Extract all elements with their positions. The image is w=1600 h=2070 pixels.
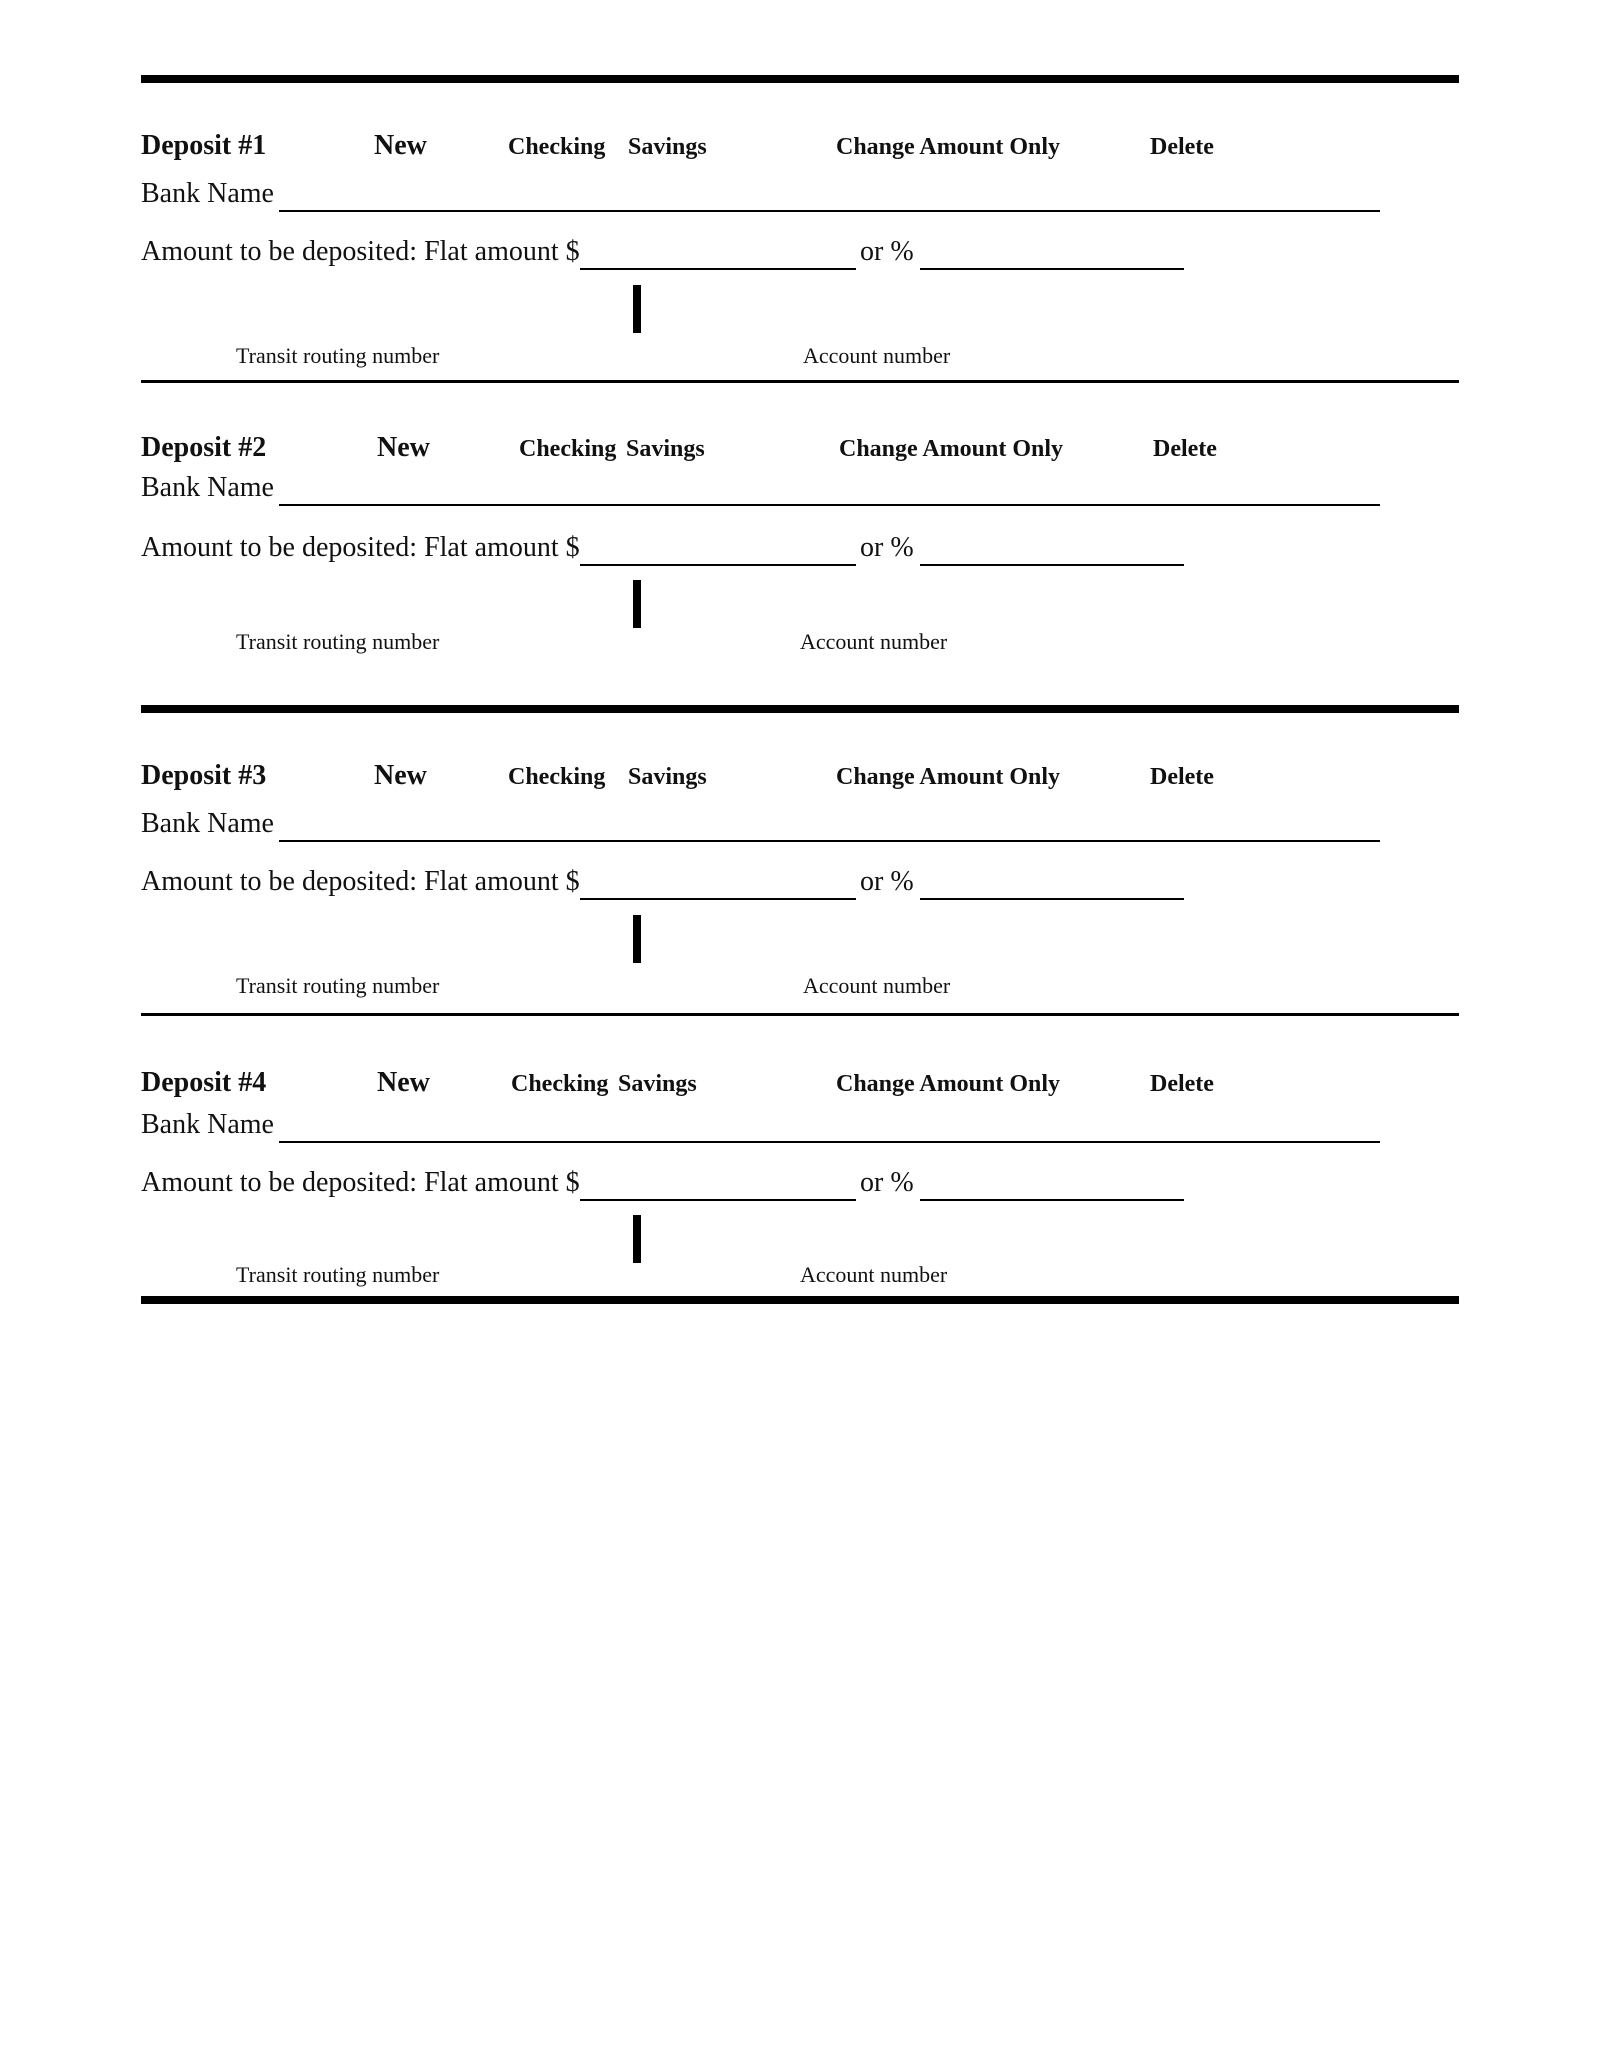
deposit-section-2 — [0, 432, 1600, 692]
percent-field[interactable] — [920, 268, 1184, 270]
deposit-title: Deposit #2 — [141, 432, 267, 463]
change-amount-only-option[interactable]: Change Amount Only — [836, 764, 1061, 790]
bank-name-label: Bank Name — [141, 472, 274, 503]
routing-account-separator — [633, 285, 641, 333]
routing-account-separator — [633, 915, 641, 963]
new-option[interactable]: New — [377, 432, 430, 463]
flat-amount-field[interactable] — [580, 898, 856, 900]
bank-name-label: Bank Name — [141, 1109, 274, 1140]
checking-option[interactable]: Checking — [519, 436, 617, 462]
bank-name-field[interactable] — [279, 210, 1380, 212]
deposit-section-4 — [0, 1067, 1600, 1327]
savings-option[interactable]: Savings — [626, 436, 705, 462]
flat-amount-field[interactable] — [580, 1199, 856, 1201]
percent-field[interactable] — [920, 898, 1184, 900]
percent-field[interactable] — [920, 1199, 1184, 1201]
delete-option[interactable]: Delete — [1150, 1071, 1214, 1097]
routing-number-label: Transit routing number — [236, 1262, 440, 1287]
account-number-label: Account number — [800, 629, 948, 654]
percent-label: or % — [860, 866, 914, 897]
top-rule — [141, 75, 1459, 83]
deposit-section-3 — [0, 760, 1600, 1020]
amount-label: Amount to be deposited: Flat amount $ — [141, 866, 580, 897]
new-option[interactable]: New — [377, 1067, 430, 1098]
savings-option[interactable]: Savings — [628, 134, 707, 160]
flat-amount-field[interactable] — [580, 564, 856, 566]
bank-name-field[interactable] — [279, 840, 1380, 842]
deposit-section-1 — [0, 130, 1600, 390]
deposit-title: Deposit #3 — [141, 760, 267, 791]
delete-option[interactable]: Delete — [1153, 436, 1217, 462]
percent-label: or % — [860, 532, 914, 563]
percent-field[interactable] — [920, 564, 1184, 566]
checking-option[interactable]: Checking — [508, 764, 606, 790]
bank-name-label: Bank Name — [141, 808, 274, 839]
savings-option[interactable]: Savings — [628, 764, 707, 790]
bank-name-field[interactable] — [279, 1141, 1380, 1143]
new-option[interactable]: New — [374, 130, 427, 161]
routing-number-label: Transit routing number — [236, 973, 440, 998]
delete-option[interactable]: Delete — [1150, 764, 1214, 790]
account-number-label: Account number — [800, 1262, 948, 1287]
percent-label: or % — [860, 1167, 914, 1198]
amount-label: Amount to be deposited: Flat amount $ — [141, 236, 580, 267]
amount-label: Amount to be deposited: Flat amount $ — [141, 532, 580, 563]
flat-amount-field[interactable] — [580, 268, 856, 270]
deposit-title: Deposit #1 — [141, 130, 267, 161]
percent-label: or % — [860, 236, 914, 267]
delete-option[interactable]: Delete — [1150, 134, 1214, 160]
change-amount-only-option[interactable]: Change Amount Only — [836, 134, 1061, 160]
routing-account-separator — [633, 1215, 641, 1263]
routing-number-label: Transit routing number — [236, 343, 440, 368]
checking-option[interactable]: Checking — [508, 134, 606, 160]
deposit-title: Deposit #4 — [141, 1067, 267, 1098]
change-amount-only-option[interactable]: Change Amount Only — [839, 436, 1064, 462]
routing-account-separator — [633, 580, 641, 628]
routing-number-label: Transit routing number — [236, 629, 440, 654]
bank-name-field[interactable] — [279, 504, 1380, 506]
section-divider-2 — [141, 705, 1459, 713]
checking-option[interactable]: Checking — [511, 1071, 609, 1097]
account-number-label: Account number — [803, 973, 951, 998]
savings-option[interactable]: Savings — [618, 1071, 697, 1097]
amount-label: Amount to be deposited: Flat amount $ — [141, 1167, 580, 1198]
new-option[interactable]: New — [374, 760, 427, 791]
account-number-label: Account number — [803, 343, 951, 368]
bank-name-label: Bank Name — [141, 178, 274, 209]
change-amount-only-option[interactable]: Change Amount Only — [836, 1071, 1061, 1097]
